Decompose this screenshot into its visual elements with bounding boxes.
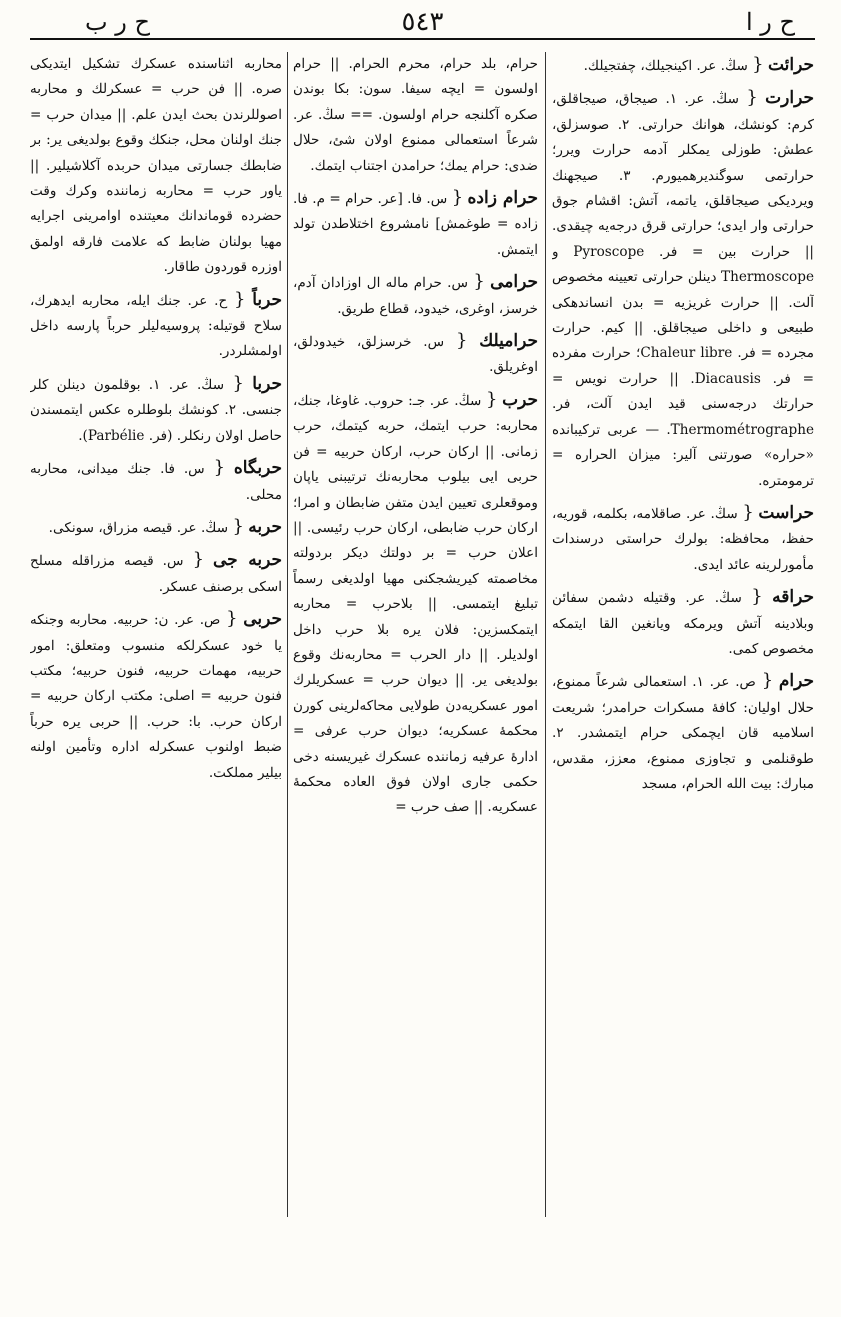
header-guide-word-left: ح ر ب <box>85 8 150 36</box>
dictionary-entry <box>30 547 282 600</box>
entry-definition: س. قيصه مزراقله مسلح اسكى برصنف عسكر. <box>30 553 282 595</box>
entry-definition: ص. عر. ن: حربيه. محاربه وجنكه يا خود عسكرلكه منسوب ومتعلق: امور حربيه، مهمات حربيه، فنون حربيه؛ مكتب فنون حربيه = اصلى: مكتب اركان حربيه = اركان حرب. با: حرب. || حربى يره حرباً ضبط اولنوب عسكرله اداره وتأمين اولنه بيلير مملكت. <box>30 612 282 781</box>
entry-headword: حرباً <box>252 289 282 310</box>
entry-headword: حراقه <box>772 587 814 608</box>
brace: { <box>746 87 758 109</box>
brace: { <box>473 271 485 293</box>
entry-definition: سڭ. عر. قيصه مزراق، سونكى. <box>48 519 229 536</box>
entry-headword: حربه جى <box>213 550 282 571</box>
entry-definition: محاربه اثناسنده عسكرك تشكيل ايتديكى صره. || فن حرب = عسكرلك و محاربه اصوللرندن بحث ايدن علم. || ميدان حرب = جنك اولنان محل، جنكك وقوع بولديغى ير: بر ضابطك جسارتى ميدان حربده آكلاشيلير. || ياور حرب = محاربه زماننده وكرك وقت حضرده قوماندانك معيتنده اوامرينى اجرايه مهيا بولنان ضابط كه علامت فارقه اولمق اوزره قوردون طاقار. <box>30 56 282 276</box>
brace: { <box>742 501 754 523</box>
entry-definition: سڭ. عر. اكينجيلك، چفتجيلك. <box>583 58 748 74</box>
dictionary-entry <box>552 584 814 662</box>
entry-definition: س. خرسزلق، خيدودلق، اوغريلق. <box>293 334 538 376</box>
entry-headword: حراميلك <box>479 331 538 352</box>
brace: { <box>486 388 498 410</box>
dictionary-entry <box>552 500 814 578</box>
brace: { <box>232 372 244 394</box>
page-number: ٥٤٣ <box>401 7 444 37</box>
brace: { <box>232 515 244 537</box>
dictionary-entry <box>30 287 282 365</box>
column-left <box>30 52 282 1225</box>
brace: { <box>226 608 238 630</box>
entry-headword: حربه <box>248 516 282 537</box>
dictionary-entry <box>293 328 538 381</box>
column-middle <box>293 52 538 1225</box>
header-rule <box>30 38 815 40</box>
entry-headword: حرام <box>778 671 814 692</box>
brace: { <box>213 457 226 479</box>
dictionary-entry <box>293 269 538 322</box>
dictionary-entry <box>30 514 282 541</box>
entry-headword: حراست <box>758 502 814 523</box>
column-divider <box>287 52 288 1217</box>
dictionary-entry-continued <box>30 52 282 281</box>
brace: { <box>761 670 774 692</box>
entry-headword: حرام زاده <box>467 188 538 209</box>
entry-definition: س. فا. جنك ميدانى، محاربه محلى. <box>30 461 282 503</box>
entry-headword: حرائت <box>767 55 814 75</box>
brace: { <box>192 549 205 571</box>
page-header <box>30 6 815 38</box>
brace: { <box>752 54 764 75</box>
entry-definition: حرام، بلد حرام، محرم الحرام. || حرام اولسون = ايچه سيفا. سون: بكا بوندن صكره آكلنجه حرام اولسون. == سڭ. عر. شرعاً استعمالى ممنوع اولان شئ، حلال ضدى: حرام يمك؛ حرامدن اجتناب ايتمك. <box>293 56 538 174</box>
entry-headword: حربا <box>252 373 282 394</box>
entry-definition: سڭ. عر. ١. صيجاق، صيجاقلق، كرم: كونشك، هوانك حرارتى. ٢. صوسزلق، عطش: طوزلى يمكلر آدمه حرارت ويرر؛ حرارتمى سوگنديرهميورم. ٣. صيجهنك ويرديكى صيجاقلق، ياتمه، آتش: اقشام جوق حرارتى وار ايدى؛ حرارتى قرق درجه‌يه چيقدى. || حرارت بين = فر. Pyroscope و Thermoscope دينلن حرارتى تعيينه مخصوص آلت. || حرارت غريزيه = بدن انساندهكى طبيعى و داخلى صيجاقلق. || كيم. حرارت مجرده = فر. Chaleur libre؛ حرارت مفرده = فر. Diacausis. || حرارت نويس = حرارتك درجه‌سنى قيد ايدن آلت، فر. Thermométrographe. — عربى تركيبانده «حراره» صورتنى آلير: ميزان الحراره = ترمومتره. <box>552 91 814 489</box>
dictionary-entry <box>552 668 814 797</box>
entry-definition: س. حرام ماله ال اوزادان آدم، خرسز، اوغرى، خيدود، قطاع طريق. <box>293 275 538 317</box>
column-divider <box>545 52 546 1217</box>
header-guide-word-right: ح ر ا <box>745 8 795 36</box>
entry-headword: حرامى <box>490 272 538 293</box>
entry-definition: سڭ. عر. وقتيله دشمن سفائن وبلادينه آتش ويرمكه ويانغين القا ايتمكه مخصوص كمى. <box>552 590 814 657</box>
entry-definition: سڭ. عر. جـ: حروب. غاوغا، جنك، محاربه: حرب ايتمك، حربه كيتمك، حرب زمانى. || اركان حرب، اركان حربيه = فن حربى ايى بيلوب محاربه‌نك ترتيبنى ياپان وموقعلرى تعيين ايدن متفن ضابطان و امرا؛ اركان حرب ضابطى، اركان حرب رئيسى. || اعلان حرب = بر دولتك ديكر بردولته مخاصمته كيريشجكنى مهيا اولديغى رسماً تبليغ ايتمسى. || بلاحرب = محاربه ايتمكسزين: فلان يره بلا حرب داخل اولديلر. || دار الحرب = محاربه‌نك وقوع بولديغى ير. || ديوان حرب = عسكريلرك امور عسكريه‌دن طولايى محاكه‌لرينى كورن محكمهٔ عسكريه؛ ديوان حرب عرفى = ادارهٔ عرفيه زماننده عسكرك غيريسنه دخى حكمى جارى اولان فوق العاده محكمهٔ عسكريه. || صف حرب = <box>293 392 538 816</box>
entry-definition: سڭ. عر. صاقلامه، بكلمه، قوريه، حفظ، محافظه: بولرك حراستى درسندات مأمورلرينه عائد ايدى. <box>552 505 814 573</box>
entry-headword: حربگاه <box>233 458 282 479</box>
dictionary-entry-continued <box>293 52 538 179</box>
dictionary-entry <box>293 185 538 263</box>
brace: { <box>455 330 468 352</box>
dictionary-entry <box>30 371 282 449</box>
entry-definition: سڭ. عر. ١. بوقلمون دينلن كلر جنسى. ٢. كونشك بلوطلره عكس ايتمسندن حاصل اولان رنكلر. (فر. Parbélie). <box>30 376 282 444</box>
brace: { <box>233 288 246 310</box>
dictionary-entry <box>552 52 814 79</box>
entry-definition: س. فا. [عر. حرام = م. فا. زاده = طوغمش] نامشروع اختلاطدن تولد ايتمش. <box>293 191 538 258</box>
entry-headword: حربى <box>243 609 282 630</box>
entry-definition: ص. عر. ١. استعمالى شرعاً ممنوع، حلال اوليان: كافهٔ مسكرات حرامدر؛ شريعت اسلاميه قان ايچمكى حرام ايتمشدر. ٢. طوقنلمى و تجاوزى ممنوع، معزز، مقدس، مبارك: بيت الله الحرام، مسجد <box>552 674 814 792</box>
column-right <box>552 52 814 1225</box>
dictionary-entry <box>30 455 282 508</box>
brace: { <box>451 187 464 209</box>
dictionary-entry <box>293 387 538 821</box>
entry-headword: حرارت <box>765 88 814 109</box>
brace: { <box>751 586 763 608</box>
dictionary-entry <box>30 606 282 786</box>
entry-headword: حرب <box>502 389 538 410</box>
entry-definition: ح. عر. جنك ايله، محاربه ايدهرك، سلاح قوتيله: پروسيه‌ليلر حرباً پارسه داخل اولمشلردر. <box>30 292 282 360</box>
dictionary-entry <box>552 85 814 494</box>
